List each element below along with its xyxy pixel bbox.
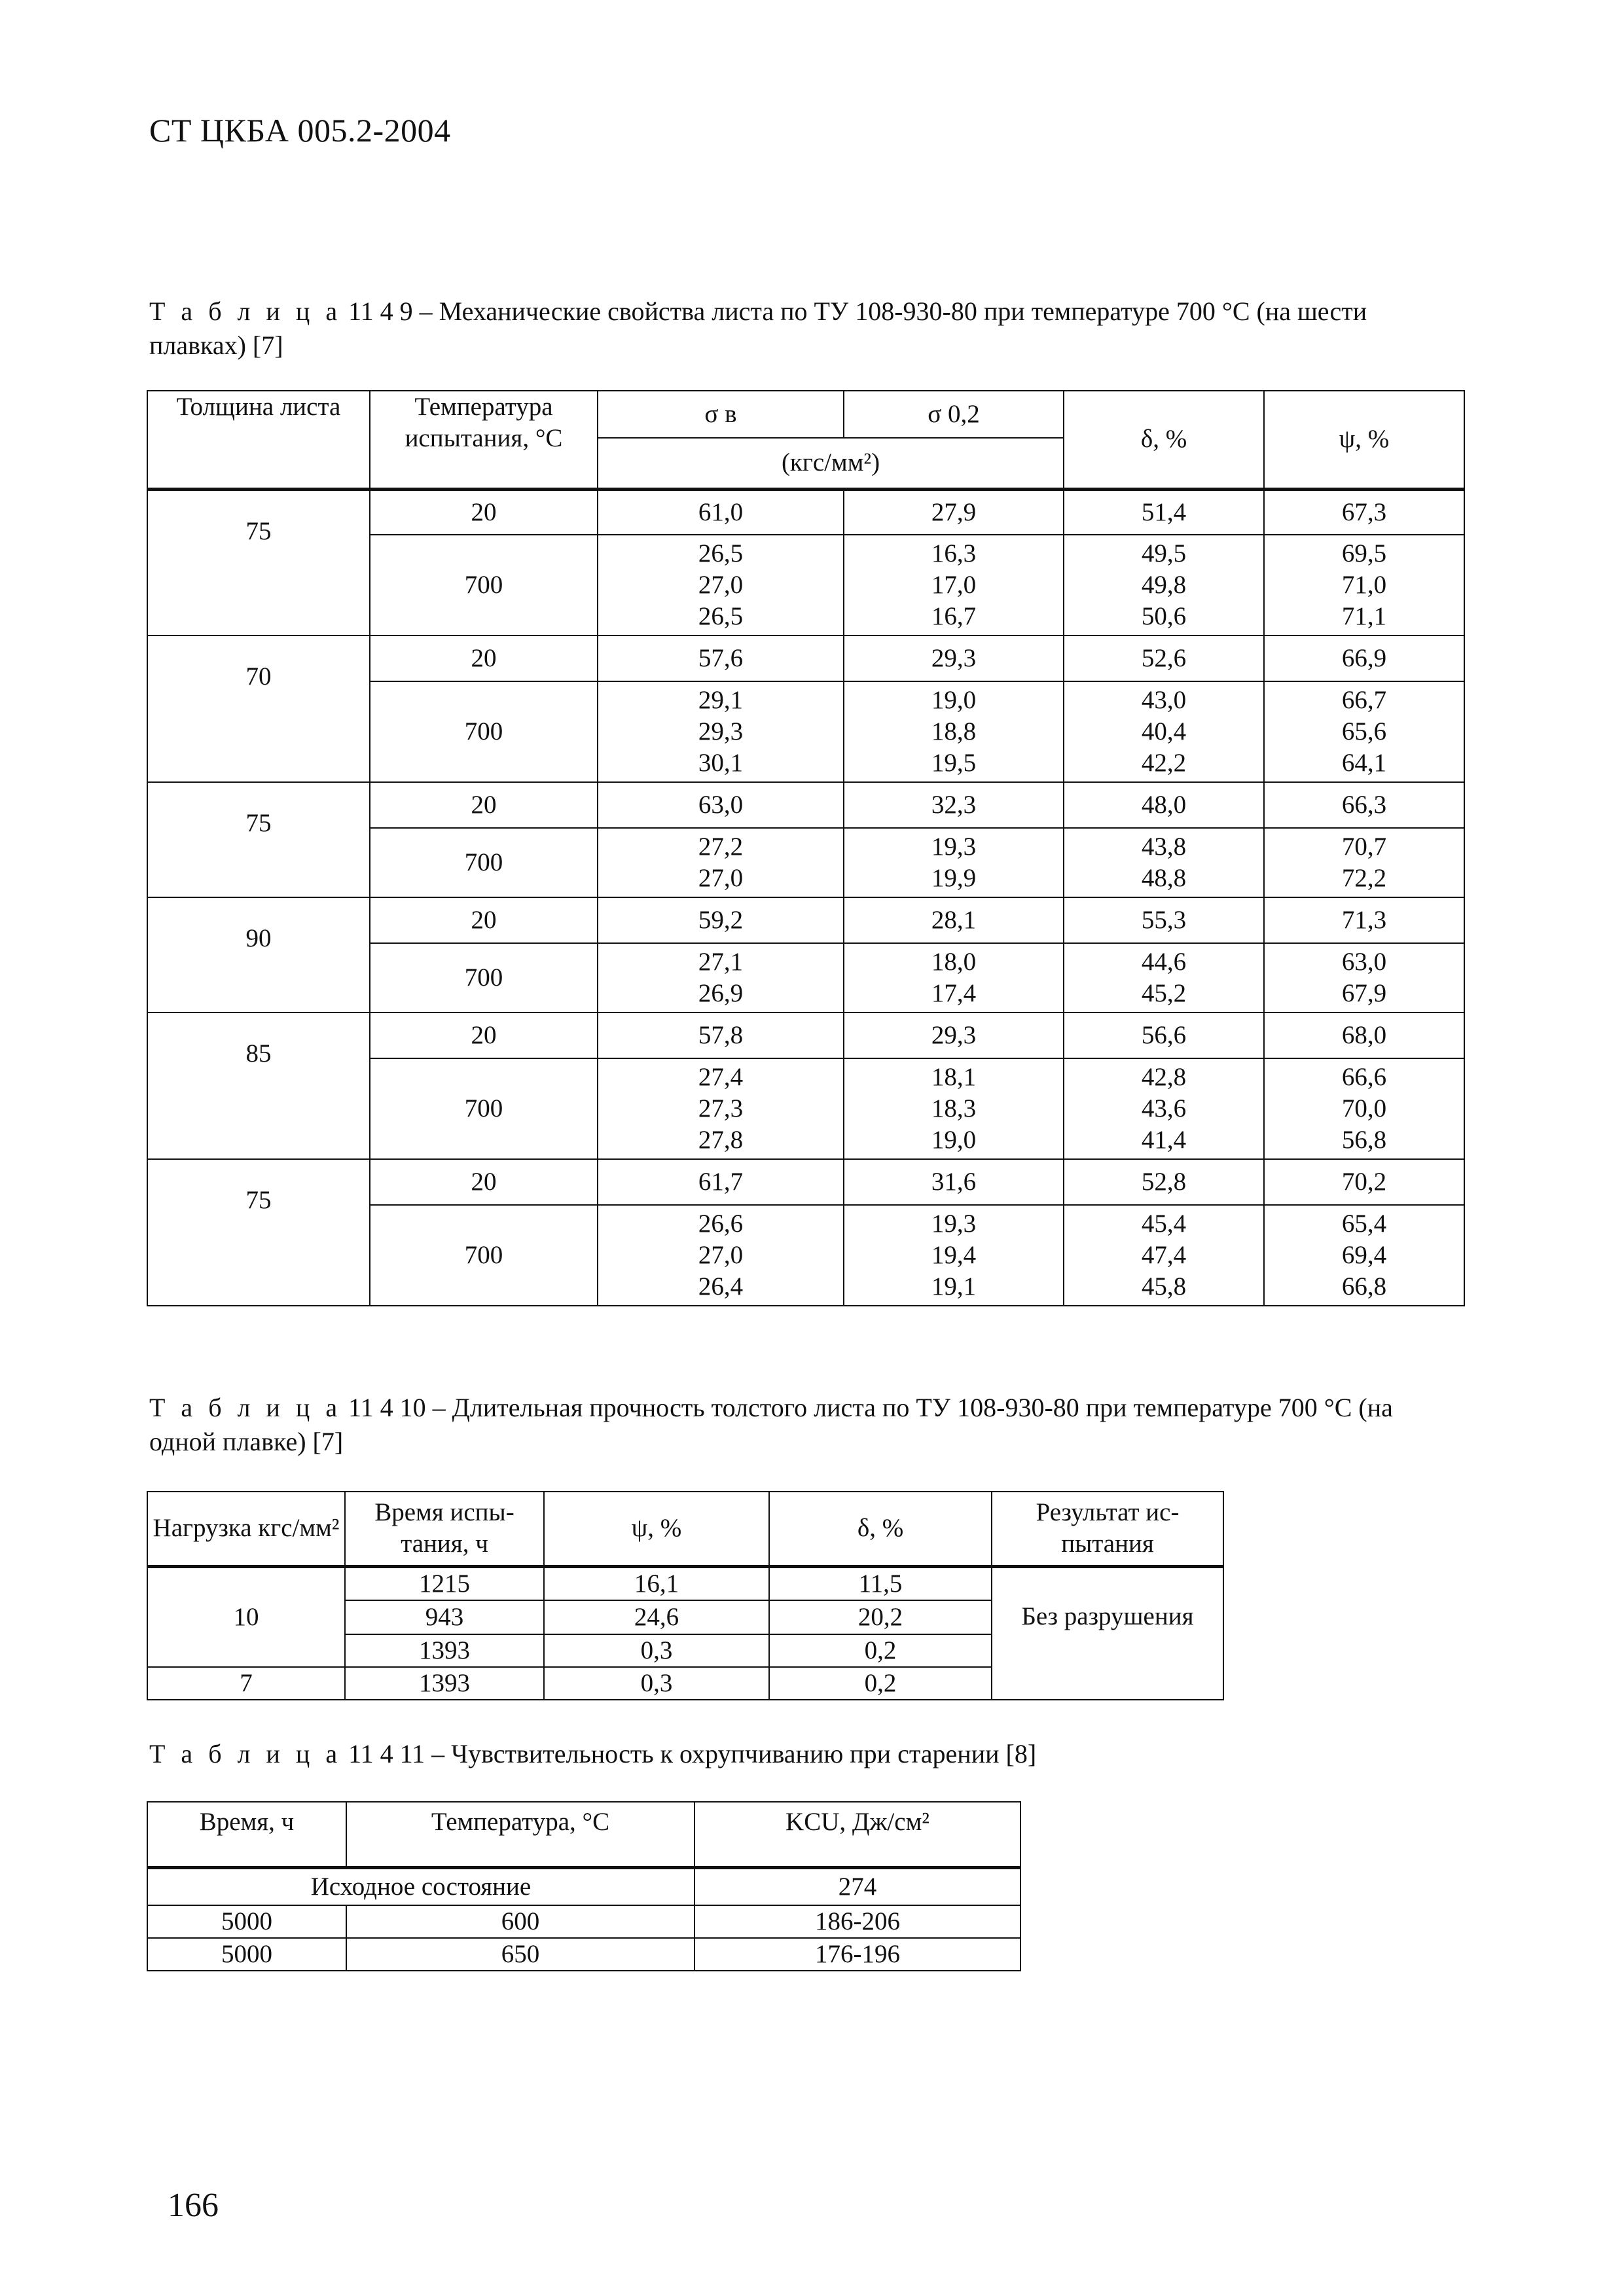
table9-cell-temp: 20 bbox=[370, 1013, 598, 1058]
table9-cell-p: 66,3 bbox=[1264, 782, 1464, 828]
table9-cell-s02: 19,3 19,4 19,1 bbox=[844, 1205, 1064, 1306]
table10-caption-word: Т а б л и ц а bbox=[149, 1393, 342, 1422]
table9-row-20 bbox=[147, 1013, 1464, 1058]
table10-caption bbox=[149, 1391, 1445, 1459]
table9-cell-p: 70,7 72,2 bbox=[1264, 828, 1464, 897]
table9-cell-d: 45,4 47,4 45,8 bbox=[1064, 1205, 1264, 1306]
table9-cell-s02: 27,9 bbox=[844, 489, 1064, 535]
table9-cell-s02: 18,0 17,4 bbox=[844, 943, 1064, 1013]
table10-header-result: Результат ис-пытания bbox=[992, 1492, 1223, 1566]
table11-initial-kcu: 274 bbox=[695, 1867, 1020, 1905]
table9-cell-d: 48,0 bbox=[1064, 782, 1264, 828]
table9-cell-temp: 700 bbox=[370, 1058, 598, 1159]
table9-cell-d: 44,6 45,2 bbox=[1064, 943, 1264, 1013]
table9-cell-temp: 20 bbox=[370, 636, 598, 681]
table9-cell-s02: 28,1 bbox=[844, 897, 1064, 943]
table9-cell-s02: 29,3 bbox=[844, 1013, 1064, 1058]
table9-row-20 bbox=[147, 897, 1464, 943]
table9-cell-sb: 26,5 27,0 26,5 bbox=[598, 535, 844, 636]
document-id: СТ ЦКБА 005.2-2004 bbox=[149, 112, 451, 149]
table11-caption-word: Т а б л и ц а bbox=[149, 1739, 342, 1768]
table10-cell-delta: 11,5 bbox=[769, 1566, 992, 1600]
table11-header-time: Время, ч bbox=[147, 1802, 346, 1867]
table9-cell-d: 56,6 bbox=[1064, 1013, 1264, 1058]
table9-thickness: 75 bbox=[147, 782, 370, 897]
table11-cell-temp: 650 bbox=[346, 1938, 695, 1971]
table9-cell-s02: 32,3 bbox=[844, 782, 1064, 828]
table9-header-sigma-b: σ в bbox=[598, 391, 844, 438]
table9-cell-s02: 19,0 18,8 19,5 bbox=[844, 681, 1064, 782]
table9-cell-p: 66,7 65,6 64,1 bbox=[1264, 681, 1464, 782]
table9-header-thickness: Толщина листа bbox=[147, 391, 370, 489]
table9-cell-sb: 59,2 bbox=[598, 897, 844, 943]
table9-cell-temp: 20 bbox=[370, 897, 598, 943]
table10 bbox=[147, 1491, 1224, 1700]
table9-cell-temp: 20 bbox=[370, 782, 598, 828]
table9-cell-d: 51,4 bbox=[1064, 489, 1264, 535]
table9-cell-s02: 16,3 17,0 16,7 bbox=[844, 535, 1064, 636]
table11-header-temp: Температура, °С bbox=[346, 1802, 695, 1867]
table10-header-load: Нагрузка кгс/мм² bbox=[147, 1492, 345, 1566]
table10-cell-psi: 0,3 bbox=[544, 1634, 769, 1667]
table9 bbox=[147, 390, 1465, 1306]
table11-caption-text: 11 4 11 – Чувствительность к охрупчиванию при старении [8] bbox=[342, 1739, 1037, 1768]
page-number: 166 bbox=[168, 2187, 219, 2224]
table9-header-delta: δ, % bbox=[1064, 391, 1264, 489]
table9-cell-temp: 700 bbox=[370, 681, 598, 782]
table9-cell-p: 71,3 bbox=[1264, 897, 1464, 943]
table11-cell-temp: 600 bbox=[346, 1905, 695, 1938]
table9-cell-temp: 700 bbox=[370, 943, 598, 1013]
table9-cell-sb: 61,0 bbox=[598, 489, 844, 535]
table9-cell-p: 66,9 bbox=[1264, 636, 1464, 681]
table11-cell-time: 5000 bbox=[147, 1905, 346, 1938]
table9-cell-sb: 63,0 bbox=[598, 782, 844, 828]
table11-cell-time: 5000 bbox=[147, 1938, 346, 1971]
table10-cell-time: 943 bbox=[345, 1600, 544, 1634]
table9-cell-sb: 27,2 27,0 bbox=[598, 828, 844, 897]
table9-thickness: 90 bbox=[147, 897, 370, 1013]
table9-header-sigma-02: σ 0,2 bbox=[844, 391, 1064, 438]
table9-cell-temp: 700 bbox=[370, 535, 598, 636]
table9-cell-p: 63,0 67,9 bbox=[1264, 943, 1464, 1013]
table9-cell-s02: 18,1 18,3 19,0 bbox=[844, 1058, 1064, 1159]
table9-cell-d: 43,0 40,4 42,2 bbox=[1064, 681, 1264, 782]
table10-cell-time: 1393 bbox=[345, 1667, 544, 1700]
table9-cell-d: 55,3 bbox=[1064, 897, 1264, 943]
table9-cell-s02: 29,3 bbox=[844, 636, 1064, 681]
table9-row-20 bbox=[147, 782, 1464, 828]
table11-caption bbox=[149, 1737, 1445, 1771]
table9-cell-temp: 20 bbox=[370, 489, 598, 535]
table9-cell-sb: 29,1 29,3 30,1 bbox=[598, 681, 844, 782]
table9-row-20 bbox=[147, 489, 1464, 535]
table11-cell-kcu: 186-206 bbox=[695, 1905, 1020, 1938]
table9-cell-p: 65,4 69,4 66,8 bbox=[1264, 1205, 1464, 1306]
table9-cell-s02: 19,3 19,9 bbox=[844, 828, 1064, 897]
table10-load-7: 7 bbox=[147, 1667, 345, 1700]
table9-cell-sb: 57,8 bbox=[598, 1013, 844, 1058]
table9-header-unit: (кгс/мм²) bbox=[598, 438, 1064, 489]
table10-cell-psi: 16,1 bbox=[544, 1566, 769, 1600]
table9-cell-d: 52,6 bbox=[1064, 636, 1264, 681]
table10-header-psi: ψ, % bbox=[544, 1492, 769, 1566]
table9-cell-temp: 20 bbox=[370, 1159, 598, 1205]
table9-caption bbox=[149, 295, 1445, 363]
table11-header-kcu: KCU, Дж/см² bbox=[695, 1802, 1020, 1867]
table9-cell-s02: 31,6 bbox=[844, 1159, 1064, 1205]
table9-thickness: 85 bbox=[147, 1013, 370, 1159]
table9-cell-temp: 700 bbox=[370, 828, 598, 897]
table9-cell-sb: 57,6 bbox=[598, 636, 844, 681]
table9-thickness: 70 bbox=[147, 636, 370, 782]
table9-cell-d: 49,5 49,8 50,6 bbox=[1064, 535, 1264, 636]
table9-header-temp: Температура испытания, °С bbox=[370, 391, 598, 489]
table9-cell-sb: 27,4 27,3 27,8 bbox=[598, 1058, 844, 1159]
table10-cell-time: 1393 bbox=[345, 1634, 544, 1667]
table9-cell-sb: 26,6 27,0 26,4 bbox=[598, 1205, 844, 1306]
table9-cell-p: 66,6 70,0 56,8 bbox=[1264, 1058, 1464, 1159]
table10-cell-delta: 20,2 bbox=[769, 1600, 992, 1634]
table10-header-time: Время испы-тания, ч bbox=[345, 1492, 544, 1566]
table10-header-delta: δ, % bbox=[769, 1492, 992, 1566]
table11-cell-kcu: 176-196 bbox=[695, 1938, 1020, 1971]
table9-cell-p: 69,5 71,0 71,1 bbox=[1264, 535, 1464, 636]
table9-cell-p: 68,0 bbox=[1264, 1013, 1464, 1058]
table10-cell-delta: 0,2 bbox=[769, 1634, 992, 1667]
table10-load-10: 10 bbox=[147, 1566, 345, 1667]
table9-cell-sb: 27,1 26,9 bbox=[598, 943, 844, 1013]
table9-cell-p: 70,2 bbox=[1264, 1159, 1464, 1205]
table11-initial-label: Исходное состояние bbox=[147, 1867, 695, 1905]
table10-cell-time: 1215 bbox=[345, 1566, 544, 1600]
table9-caption-text: 11 4 9 – Механические свойства листа по ТУ 108-930-80 при температуре 700 °С (на шести плавках) [7] bbox=[149, 296, 1367, 360]
table10-cell-delta: 0,2 bbox=[769, 1667, 992, 1700]
table10-cell-psi: 24,6 bbox=[544, 1600, 769, 1634]
table11 bbox=[147, 1801, 1021, 1971]
table10-cell-psi: 0,3 bbox=[544, 1667, 769, 1700]
table9-header-psi: ψ, % bbox=[1264, 391, 1464, 489]
table9-row-20 bbox=[147, 1159, 1464, 1205]
table9-cell-d: 42,8 43,6 41,4 bbox=[1064, 1058, 1264, 1159]
table10-caption-text: 11 4 10 – Длительная прочность толстого листа по ТУ 108-930-80 при температуре 700 °С (на одной плавке) [7] bbox=[149, 1393, 1393, 1456]
table9-thickness: 75 bbox=[147, 1159, 370, 1306]
table9-cell-sb: 61,7 bbox=[598, 1159, 844, 1205]
table9-thickness: 75 bbox=[147, 489, 370, 636]
table9-cell-d: 43,8 48,8 bbox=[1064, 828, 1264, 897]
table9-cell-p: 67,3 bbox=[1264, 489, 1464, 535]
table9-caption-word: Т а б л и ц а bbox=[149, 296, 342, 326]
table10-result: Без разрушения bbox=[992, 1566, 1223, 1700]
table9-body bbox=[147, 489, 1464, 1306]
table9-cell-temp: 700 bbox=[370, 1205, 598, 1306]
table9-row-20 bbox=[147, 636, 1464, 681]
table9-cell-d: 52,8 bbox=[1064, 1159, 1264, 1205]
